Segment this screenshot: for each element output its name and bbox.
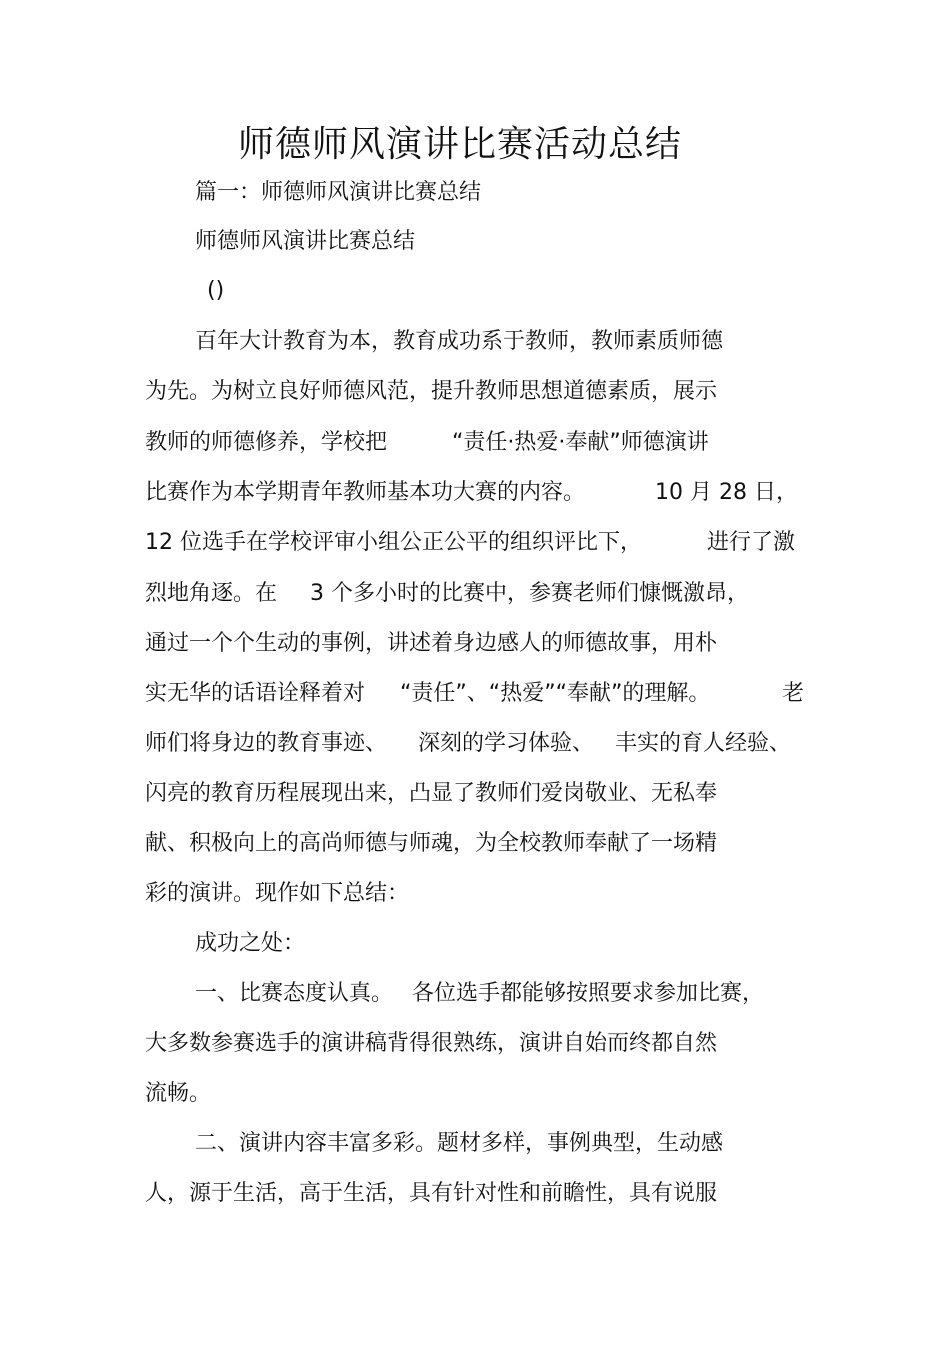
paragraph-line: 实无华的话语诠释着对 [145,681,366,706]
paragraph-line: 师们将身边的教育事迹、 [145,731,388,756]
paragraph-line: 人，源于生活，高于生活，具有针对性和前瞻性，具有说服 [145,1181,718,1206]
paragraph-line: 百年大计教育为本，教育成功系于教师，教师素质师德 [195,329,724,354]
paragraph-line: “责任·热爱·奉献”师德演讲 [452,430,709,455]
paragraph-line: 为先。为树立良好师德风范，提升教师思想道德素质，展示 [145,379,718,404]
paragraph-line: 10 月 28 日， [655,480,798,505]
paragraph-line: 各位选手都能够按照要求参加比赛， [412,981,765,1006]
paragraph-line: 通过一个个生动的事例，讲述着身边感人的师德故事，用朴 [145,631,718,656]
paragraph-line: 闪亮的教育历程展现出来，凸显了教师们爱岗敬业、无私奉 [145,781,718,806]
section-heading: 篇一：师德师风演讲比赛总结 [195,180,482,205]
paragraph-line: 大多数参赛选手的演讲稿背得很熟练，演讲自始而终都自然 [145,1031,718,1056]
paragraph-line: 烈地角逐。在 [145,581,278,606]
subheading: 师德师风演讲比赛总结 [195,229,416,254]
document-title: 师德师风演讲比赛活动总结 [237,124,682,165]
paragraph-line: 12 位选手在学校评审小组公正公平的组织评比下， [145,530,642,555]
paragraph-line: 丰实的育人经验、 [615,731,792,756]
paragraph-line: 二、演讲内容丰富多彩。题材多样，事例典型，生动感 [195,1131,724,1156]
parenthesis: () [207,278,225,303]
paragraph-line: 彩的演讲。现作如下总结： [145,881,410,906]
paragraph-line: 老 [782,681,805,706]
paragraph-line: 教师的师德修养，学校把 [145,430,388,455]
paragraph-line: “责任”、“热爱”“奉献”的理解。 [400,681,711,706]
paragraph-line: 比赛作为本学期青年教师基本功大赛的内容。 [145,480,586,505]
section-label: 成功之处： [195,931,306,956]
paragraph-line: 进行了激 [707,530,796,555]
paragraph-line: 流畅。 [145,1081,212,1106]
paragraph-line: 深刻的学习体验、 [418,731,595,756]
paragraph-line: 一、比赛态度认真。 [195,981,394,1006]
paragraph-line: 3 个多小时的比赛中，参赛老师们慷慨激昂， [310,581,749,606]
paragraph-line: 献、积极向上的高尚师德与师魂，为全校教师奉献了一场精 [145,831,718,856]
